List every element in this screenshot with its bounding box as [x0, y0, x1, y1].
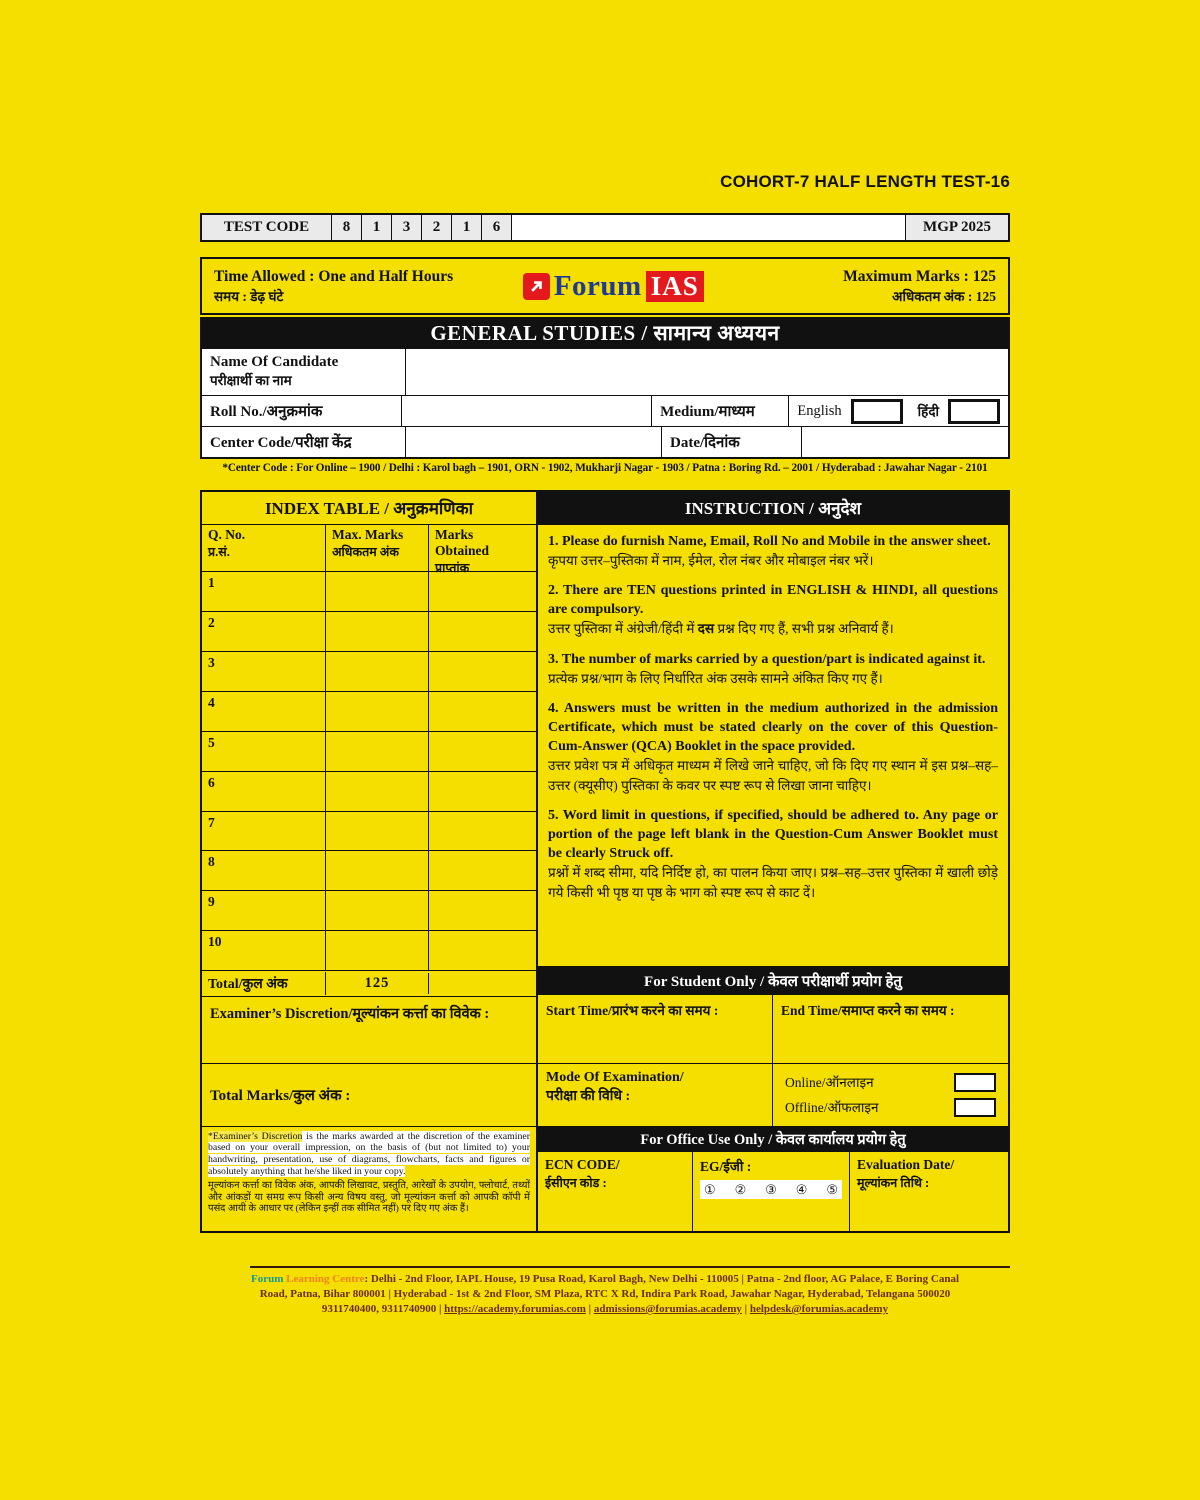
name-row [202, 349, 1008, 395]
footnote-hindi: मूल्यांकन कर्त्ता का विवेक अंक, आपकी लिखावट, प्रस्तुति, आरेखों के उपयोग, फ्लोचार्ट, तथ्यों और आंकड़ों या समग्र रूप किसी अन्य विषय वस्तु, जो मूल्यांकन कर्त्ता को आपकी कॉपी में पसंद आयी के आधार पर (लेकिन इन्हीं तक सीमित नहीं) पर दिए गए अंक हैं। [208, 1179, 530, 1215]
footer-brand-forum: Forum [250, 1273, 284, 1285]
footer-line-1: Forum Learning Centre: Delhi - 2nd Floor, IAPL House, 19 Pusa Road, Karol Bagh, New Delhi - 110005 | Patna - 2nd floor, AG Palace, E Boring Canal [250, 1273, 959, 1285]
ecn-label-en: ECN CODE/ [545, 1157, 620, 1173]
marks-obtained-cell[interactable] [429, 652, 536, 691]
center-code-label: Center Code/परीक्षा केंद्र [210, 435, 352, 452]
max-marks-cell[interactable] [326, 732, 429, 771]
table-row [202, 812, 536, 852]
question-number: 4 [208, 694, 215, 710]
time-allowed-hi: समय : डेढ़ घंटे [214, 288, 284, 304]
center-code-note: *Center Code : For Online – 1900 / Delhi : Karol bagh – 1901, ORN - 1902, Mukharji Nagar - 1903 / Patna : Boring Rd. – 2001 / Hyderabad : Jawahar Nagar - 2101 [222, 462, 988, 474]
index-table-title: INDEX TABLE / अनुक्रमणिका [202, 492, 536, 525]
total-marks-cell [202, 1064, 536, 1127]
total-marks-obtained-cell[interactable] [429, 982, 536, 986]
eg-label: EG/ईजी : [700, 1159, 752, 1175]
marks-obtained-header-en: Marks Obtained [435, 526, 490, 558]
examiner-discretion-label: Examiner’s Discretion/मूल्यांकन कर्त्ता का विवेक : [210, 1006, 490, 1023]
candidate-form [200, 349, 1010, 459]
time-allowed-block [214, 268, 453, 305]
office-use-row [538, 1152, 1008, 1231]
footnote-rest: is the marks awarded at the discretion of the examiner based on your overall impression, on the basis of (but not limited to) your handwriting, presentation, use of diagrams, flowcharts, facts and figures or absolutely anything that he/she liked in your copy. [208, 1130, 531, 1177]
examiner-footnote-cell [202, 1127, 536, 1231]
examiner-discretion-cell [202, 997, 536, 1064]
start-end-row [538, 995, 1008, 1064]
roll-label-cell [202, 396, 402, 427]
question-number: 6 [208, 774, 215, 790]
max-marks-cell[interactable] [326, 851, 429, 890]
mode-options-cell [773, 1064, 1008, 1126]
total-max-marks: 125 [326, 973, 429, 994]
start-time-cell[interactable] [538, 995, 773, 1063]
date-label-cell [662, 427, 802, 457]
name-label-cell [202, 349, 406, 395]
online-label: Online/ऑनलाइन [785, 1075, 874, 1091]
test-code-digit: 1 [362, 215, 392, 240]
table-row [202, 891, 536, 931]
online-option [785, 1073, 996, 1092]
marks-obtained-cell[interactable] [429, 851, 536, 890]
date-label: Date/दिनांक [670, 435, 740, 452]
table-row [202, 931, 536, 971]
maximum-marks-hi: अधिकतम अंक : 125 [892, 288, 996, 304]
evaluation-date-cell[interactable] [850, 1152, 1008, 1231]
roll-value-field[interactable] [402, 396, 652, 427]
footer-website-link[interactable]: https://academy.forumias.com [444, 1303, 586, 1315]
eg-circle-4[interactable]: ④ [795, 1181, 808, 1197]
eg-cell [693, 1152, 850, 1231]
question-number: 8 [208, 854, 215, 870]
table-row [202, 652, 536, 692]
qno-header-hi: प्र.सं. [208, 544, 230, 559]
max-marks-cell[interactable] [326, 772, 429, 811]
marks-obtained-cell[interactable] [429, 812, 536, 851]
test-code-digit: 1 [452, 215, 482, 240]
table-row [202, 732, 536, 772]
index-table [202, 492, 538, 1231]
center-value-field[interactable] [406, 427, 662, 457]
footer-line-2: Road, Patna, Bihar 800001 | Hyderabad - 1st & 2nd Floor, SM Plaza, RTC X Rd, Indira Park Road, Jawahar Nagar, Hyderabad, Telangana 500020 [259, 1288, 951, 1300]
test-code-digit: 3 [392, 215, 422, 240]
name-label-en: Name Of Candidate [210, 354, 339, 371]
roll-row [202, 395, 1008, 427]
main-table [200, 490, 1010, 1233]
table-row [202, 851, 536, 891]
total-label: Total/कुल अंक [202, 972, 326, 995]
test-code-label: TEST CODE [202, 215, 332, 240]
marks-obtained-cell[interactable] [429, 891, 536, 930]
max-marks-cell[interactable] [326, 652, 429, 691]
instruction-list [538, 525, 1008, 968]
office-use-band: For Office Use Only / केवल कार्यालय प्रयोग हेतु [538, 1127, 1008, 1153]
question-number: 7 [208, 814, 215, 830]
marks-obtained-cell[interactable] [429, 772, 536, 811]
question-number: 2 [208, 614, 215, 630]
max-marks-cell[interactable] [326, 812, 429, 851]
eg-number-strip [700, 1180, 842, 1199]
table-row [202, 772, 536, 812]
marks-obtained-cell[interactable] [429, 572, 536, 611]
test-code-digit: 2 [422, 215, 452, 240]
question-number: 1 [208, 574, 215, 590]
question-number: 3 [208, 654, 215, 670]
qno-column-header [202, 525, 326, 571]
max-marks-header-hi: अधिकतम अंक [332, 544, 399, 559]
medium-label: Medium/माध्यम [660, 404, 755, 421]
medium-english-checkbox[interactable] [851, 399, 903, 424]
mode-of-examination-row [538, 1064, 1008, 1127]
maximum-marks-block [843, 268, 996, 305]
footer-address-1: Delhi - 2nd Floor, IAPL House, 19 Pusa Road, Karol Bagh, New Delhi - 110005 | Patna - 2nd floor, AG Palace, E Boring Canal [368, 1273, 959, 1285]
time-marks-box [200, 257, 1010, 315]
medium-value-cell [789, 396, 1008, 427]
center-label-cell [202, 427, 406, 457]
logo-forum-text: Forum [553, 269, 642, 302]
offline-label: Offline/ऑफलाइन [785, 1100, 879, 1116]
footer [225, 1272, 985, 1317]
ecn-label-hi: ईसीएन कोड : [545, 1176, 607, 1191]
max-marks-cell[interactable] [326, 891, 429, 930]
medium-english-label: English [797, 402, 842, 419]
name-label-hi: परीक्षार्थी का नाम [210, 373, 292, 389]
marks-obtained-cell[interactable] [429, 612, 536, 651]
footer-admissions-link[interactable]: admissions@forumias.academy [593, 1303, 742, 1315]
max-marks-cell[interactable] [326, 692, 429, 731]
marks-obtained-header-hi: प्राप्तांक [435, 560, 470, 575]
arrow-up-right-icon [523, 273, 550, 300]
table-row [202, 572, 536, 612]
instruction-panel [538, 492, 1008, 1231]
marks-obtained-cell[interactable] [429, 931, 536, 970]
table-row [202, 692, 536, 732]
ecn-code-cell[interactable] [538, 1152, 693, 1231]
medium-hindi-checkbox[interactable] [948, 399, 1000, 424]
date-value-field[interactable] [802, 427, 1008, 457]
session-badge: MGP 2025 [906, 215, 1008, 240]
index-table-header-row [202, 525, 536, 575]
footer-divider [250, 1266, 1010, 1268]
max-marks-cell[interactable] [326, 931, 429, 970]
test-code-blank-area[interactable] [512, 215, 906, 240]
max-marks-cell[interactable] [326, 572, 429, 611]
marks-obtained-column-header [429, 525, 536, 575]
page-title: COHORT-7 HALF LENGTH TEST-16 [720, 172, 1010, 191]
test-code-strip [200, 213, 1010, 242]
center-row [202, 426, 1008, 457]
footnote-lead: *Examiner’s Discretion [208, 1130, 303, 1142]
medium-label-cell [652, 396, 789, 427]
instruction-title-band: INSTRUCTION / अनुदेश [538, 492, 1008, 525]
max-marks-header-en: Max. Marks [332, 526, 404, 542]
list-item: 5. Word limit in questions, if specified, should be adhered to. Any page or portion of the page left blank in the Question-Cum Answer Booklet must be clearly Struck off. प्रश्नों में शब्द सीमा, यदि निर्दिष्ट हो, का पालन किया जाए। प्रश्न–सह–उत्तर पुस्तिका में खाली छोड़े गये किसी भी पृष्ठ या पृष्ठ के भाग को स्पष्ट रूप से काट दें। [548, 808, 998, 900]
test-code-digit: 8 [332, 215, 362, 240]
max-marks-column-header [326, 525, 429, 571]
eg-circle-2[interactable]: ② [734, 1181, 747, 1197]
end-time-label: End Time/समाप्त करने का समय : [781, 1003, 955, 1019]
footer-phones: 9311740400, 9311740900 [321, 1303, 437, 1315]
offline-checkbox[interactable] [954, 1098, 996, 1117]
mode-label-en: Mode Of Examination/ [546, 1069, 684, 1085]
max-marks-cell[interactable] [326, 612, 429, 651]
test-code-digit: 6 [482, 215, 512, 240]
list-item: 3. The number of marks carried by a question/part is indicated against it. प्रत्येक प्रश्न/भाग के लिए निर्धारित अंक उसके सामने अंकित किए गए हैं। [548, 651, 986, 686]
question-number: 10 [208, 934, 222, 950]
total-marks-label: Total Marks/कुल अंक : [210, 1087, 351, 1104]
roll-label: Roll No./अनुक्रमांक [210, 404, 323, 421]
maximum-marks-en: Maximum Marks : 125 [843, 267, 996, 285]
offline-option [785, 1098, 996, 1117]
forumias-logo [523, 270, 704, 303]
footnote-english [208, 1131, 530, 1178]
time-allowed-en: Time Allowed : One and Half Hours [214, 267, 454, 285]
evaluation-date-label-en: Evaluation Date/ [857, 1157, 955, 1173]
eg-circle-5[interactable]: ⑤ [826, 1181, 838, 1197]
list-item: 2. There are TEN questions printed in ENGLISH & HINDI, all questions are compulsory. उत्तर पुस्तिका में अंग्रेजी/हिंदी में दस प्रश्न दिए गए हैं, सभी प्रश्न अनिवार्य हैं। [548, 583, 998, 637]
online-checkbox[interactable] [954, 1073, 996, 1092]
mode-label-cell [538, 1064, 773, 1126]
list-item: 1. Please do furnish Name, Email, Roll No and Mobile in the answer sheet. कृपया उत्तर–पुस्तिका में नाम, ईमेल, रोल नंबर और मोबाइल नंबर भरें। [548, 533, 991, 568]
start-time-label: Start Time/प्रारंभ करने का समय : [546, 1003, 719, 1019]
marks-obtained-cell[interactable] [429, 732, 536, 771]
footer-helpdesk-link[interactable]: helpdesk@forumias.academy [749, 1303, 889, 1315]
logo-ias-text: IAS [646, 271, 704, 302]
name-value-field[interactable] [406, 349, 1008, 395]
end-time-cell[interactable] [773, 995, 1008, 1063]
evaluation-date-label-hi: मूल्यांकन तिथि : [857, 1176, 930, 1191]
eg-circle-3[interactable]: ③ [765, 1181, 777, 1197]
student-only-band: For Student Only / केवल परीक्षार्थी प्रयोग हेतु [538, 967, 1008, 995]
list-item: 4. Answers must be written in the medium authorized in the admission Certificate, which must be stated clearly on the cover of this Question-Cum-Answer (QCA) Booklet in the space provided. उत्तर प्रवेश पत्र में अधिकृत माध्यम में लिखे जाने चाहिए, जो कि दिए गए स्थान में इस प्रश्न–सह–उत्तर (क्यूसीए) पुस्तिका के कवर पर स्पष्ट रूप से लिखा जाना चाहिए। [548, 701, 998, 793]
question-number: 9 [208, 894, 215, 910]
subject-title-band: GENERAL STUDIES / सामान्य अध्ययन [200, 317, 1010, 349]
marks-obtained-cell[interactable] [429, 692, 536, 731]
eg-circle-1[interactable]: ① [704, 1181, 716, 1197]
qno-header-en: Q. No. [208, 526, 246, 542]
total-row [202, 971, 536, 997]
footer-line-3: 9311740400, 9311740900 | https://academy.forumias.com | admissions@forumias.academy | helpdesk@forumias.academy [321, 1303, 889, 1315]
medium-hindi-label: हिंदी [917, 404, 939, 420]
table-row [202, 612, 536, 652]
question-number: 5 [208, 734, 215, 750]
footer-brand-learning-centre: Learning Centre [283, 1273, 365, 1285]
mode-label-hi: परीक्षा की विधि : [546, 1088, 631, 1104]
